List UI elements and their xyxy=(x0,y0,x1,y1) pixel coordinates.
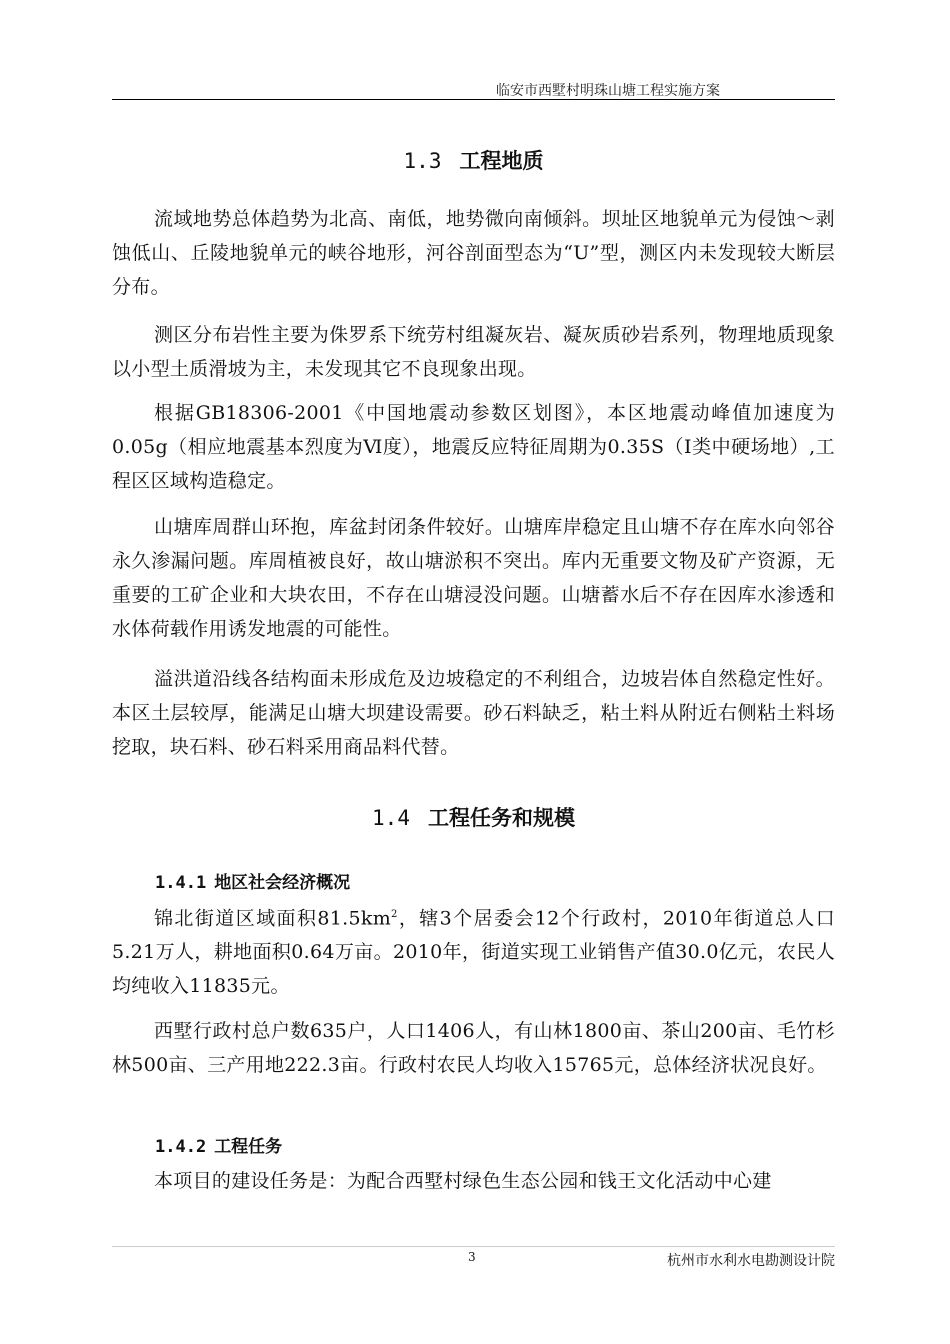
section-number: 1.3 xyxy=(403,149,442,173)
text-run: ，辖3个居委会12个行政村，2010年街道总人口5.21万人，耕地面积0.64万亩。2010年，街道实现工业销售产值30.0亿元，农民人均纯收入11835元。 xyxy=(112,907,835,998)
paragraph: 西墅行政村总户数635户，人口1406人，有山林1800亩、茶山200亩、毛竹杉林500亩、三产用地222.3亩。行政村农民人均收入15765元，总体经济状况良好。 xyxy=(112,1020,835,1076)
section-title: 工程任务和规模 xyxy=(427,806,575,830)
paragraph xyxy=(112,898,835,1003)
section-heading-1-3 xyxy=(112,145,835,175)
subsection-number: 1.4.2 xyxy=(155,1137,207,1157)
header-rule xyxy=(112,99,835,100)
page-number: 3 xyxy=(468,1250,476,1264)
paragraph: 本项目的建设任务是：为配合西墅村绿色生态公园和钱王文化活动中心建 xyxy=(154,1170,772,1192)
paragraph: 山塘库周群山环抱，库盆封闭条件较好。山塘库岸稳定且山塘不存在库水向邻谷永久渗漏问题。库周植被良好，故山塘淤积不突出。库内无重要文物及矿产资源，无重要的工矿企业和大块农田，不存在山塘浸没问题。山塘蓄水后不存在因库水渗透和水体荷载作用诱发地震的可能性。 xyxy=(112,516,835,640)
subsection-title: 工程任务 xyxy=(214,1137,283,1157)
paragraph: 流域地势总体趋势为北高、南低，地势微向南倾斜。坝址区地貌单元为侵蚀～剥蚀低山、丘陵地貌单元的峡谷地形，河谷剖面型态为“U”型，测区内未发现较大断层分布。 xyxy=(112,208,835,298)
paragraph: 根据GB18306-2001《中国地震动参数区划图》，本区地震动峰值加速度为0.05g（相应地震基本烈度为Ⅵ度），地震反应特征周期为0.35S（Ⅰ类中硬场地）,工程区区域构造稳定。 xyxy=(112,402,835,492)
running-header xyxy=(112,80,835,100)
footer-rule xyxy=(112,1246,835,1247)
subsection-heading-1-4-2 xyxy=(155,1132,282,1157)
text-run: 锦北街道区域面积81.5km xyxy=(154,907,392,930)
section-heading-1-4 xyxy=(112,802,835,832)
subsection-title: 地区社会经济概况 xyxy=(214,873,351,893)
subsection-heading-1-4-1 xyxy=(155,868,350,893)
superscript: 2 xyxy=(391,909,398,920)
paragraph: 溢洪道沿线各结构面未形成危及边坡稳定的不利组合，边坡岩体自然稳定性好。本区土层较厚，能满足山塘大坝建设需要。砂石料缺乏，粘土料从附近右侧粘土料场挖取，块石料、砂石料采用商品料代替。 xyxy=(112,668,835,758)
footer-organization: 杭州市水利水电勘测设计院 xyxy=(667,1253,835,1269)
paragraph: 测区分布岩性主要为侏罗系下统劳村组凝灰岩、凝灰质砂岩系列，物理地质现象以小型土质滑坡为主，未发现其它不良现象出现。 xyxy=(112,324,835,380)
section-number: 1.4 xyxy=(372,806,410,830)
header-title: 临安市西墅村明珠山塘工程实施方案 xyxy=(496,83,720,99)
subsection-number: 1.4.1 xyxy=(155,873,207,893)
section-title: 工程地质 xyxy=(459,149,544,173)
